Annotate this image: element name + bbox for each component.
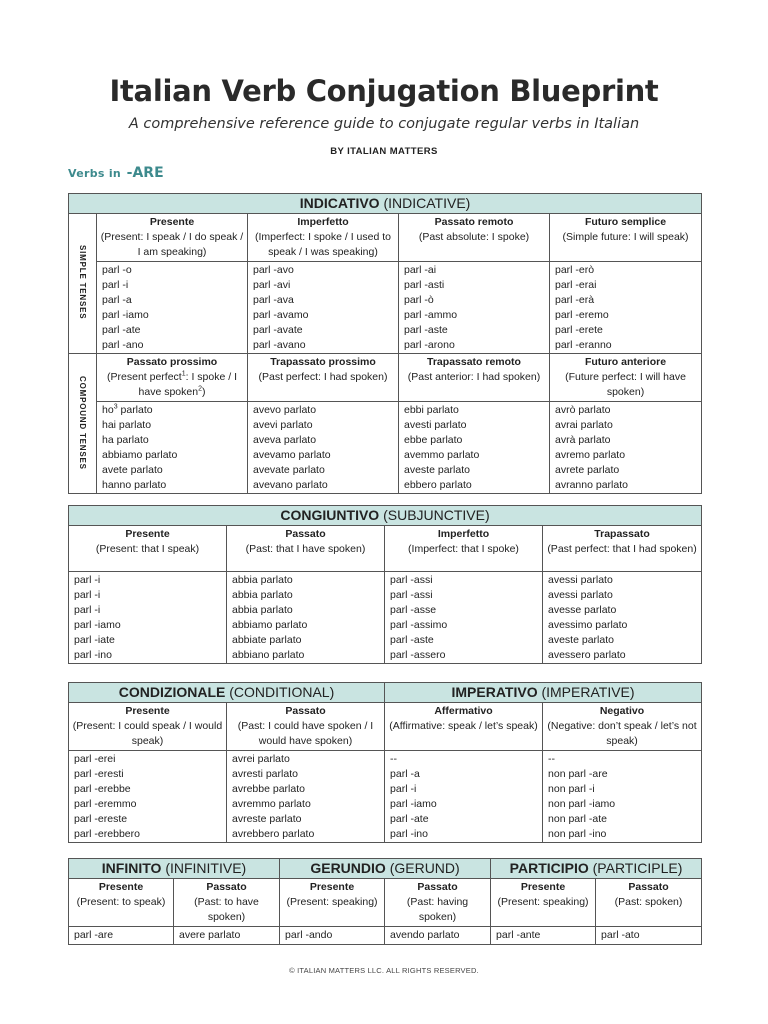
gerundio-header (280, 859, 491, 879)
participio-header (491, 859, 702, 879)
conjugation-form: avevamo parlato (253, 449, 331, 461)
forms-cell (543, 751, 702, 843)
tense-description: (Present: speaking) (286, 896, 378, 908)
conjugation-form: parl -i (74, 589, 101, 601)
simple-tenses-label (69, 214, 97, 354)
section-heading-prefix: Verbs in (68, 167, 122, 180)
tense-header (385, 703, 543, 751)
forms-cell (248, 262, 399, 354)
conjugation-form: hai parlato (102, 419, 152, 431)
conjugation-form: parl -aste (404, 324, 448, 336)
tense-header (399, 214, 550, 262)
tense-name: Passato remoto (434, 216, 514, 228)
tense-description: (Past absolute: I spoke) (418, 231, 530, 243)
tense-name: Passato (206, 881, 247, 893)
tense-description: (Future perfect: I will have spoken) (565, 371, 686, 398)
tense-description: (Past: I could have spoken / I would have spoken) (237, 720, 374, 747)
conjugation-form: parl -avano (253, 339, 306, 351)
condizionale-imperativo-table (68, 682, 702, 843)
conjugation-form: parl -iamo (74, 619, 121, 631)
conjugation-form: parl -avo (253, 264, 294, 276)
tense-name: Presente (125, 705, 170, 717)
tense-description: (Past: having spoken) (406, 896, 469, 923)
tense-header (69, 526, 227, 572)
conjugation-form: parl -avamo (253, 309, 309, 321)
conjugation-form: parl -ammo (404, 309, 458, 321)
tense-name: Trapassato prossimo (270, 356, 376, 368)
tense-name: Presente (520, 881, 566, 893)
tense-header (491, 879, 596, 927)
section-heading-suffix: -ARE (126, 165, 164, 181)
mood-name: GERUNDIO (310, 860, 386, 876)
copyright-footer: © ITALIAN MATTERS LLC. ALL RIGHTS RESERVED. (289, 966, 479, 975)
tense-name: Passato (417, 881, 458, 893)
tense-description: (Past: to have spoken) (194, 896, 259, 923)
tense-header (69, 879, 174, 927)
tense-name: Imperfetto (297, 216, 349, 228)
indicativo-table (68, 193, 702, 494)
conjugation-form: non parl -iamo (548, 798, 616, 810)
forms-cell (227, 751, 385, 843)
tense-name: Passato (285, 705, 326, 717)
infinito-header (69, 859, 280, 879)
tense-name: Imperfetto (437, 528, 490, 540)
conjugation-form: avevano parlato (253, 479, 328, 491)
tense-header (550, 354, 702, 402)
mood-translation: (IMPERATIVE) (541, 684, 635, 700)
tense-description: (Affirmative: speak / let’s speak) (389, 720, 538, 732)
conjugation-form: abbiamo parlato (102, 449, 178, 461)
desc-part: (Present perfect (107, 371, 182, 383)
tense-description: (Negative: don’t speak / let’s not speak) (547, 720, 697, 747)
tense-header (385, 526, 543, 572)
compound-tenses-label (69, 354, 97, 494)
conjugation-form: parl -ava (253, 294, 294, 306)
footnote-mark: 3 (113, 403, 118, 411)
tense-name: Passato prossimo (126, 356, 218, 368)
desc-part: : I spoke / I have spoken (138, 371, 237, 398)
conjugation-form: parl -assi (390, 589, 433, 601)
byline: BY ITALIAN MATTERS (330, 146, 438, 157)
conjugation-form: avevi parlato (253, 419, 313, 431)
conjugation-form: avessero parlato (548, 649, 626, 661)
simple-tenses-label-text: SIMPLE TENSES (78, 245, 87, 320)
tense-header (227, 526, 385, 572)
forms-cell (399, 262, 550, 354)
tense-description: (Imperfect: I spoke / I used to speak / I was speaking) (255, 231, 391, 258)
conjugation-form: parl -i (390, 783, 417, 795)
tense-header (385, 879, 491, 927)
conjugation-form: parl -o (102, 264, 132, 276)
forms-list (102, 418, 247, 493)
tense-description: (Past perfect: that I had spoken) (547, 543, 697, 555)
conjugation-form: parl -ate (102, 324, 141, 336)
conjugation-form: avrà parlato (555, 434, 611, 446)
mood-name: PARTICIPIO (509, 860, 589, 876)
forms-cell (385, 751, 543, 843)
tense-header (399, 354, 550, 402)
tense-name: Trapassato remoto (427, 356, 521, 368)
conjugation-form: avranno parlato (555, 479, 628, 491)
tense-header (97, 354, 248, 402)
conjugation-form: parl -ino (390, 828, 428, 840)
tense-name: Presente (125, 528, 170, 540)
conjugation-form: abbia parlato (232, 574, 293, 586)
tense-description: (Past anterior: I had spoken) (407, 371, 541, 383)
tense-header (227, 703, 385, 751)
mood-name: INDICATIVO (299, 195, 380, 211)
tense-name: Presente (309, 881, 355, 893)
conjugation-form: parl -i (74, 574, 101, 586)
conjugation-form: aveste parlato (404, 464, 470, 476)
forms-cell (399, 402, 550, 494)
tense-description: (Past: that I have spoken) (245, 543, 366, 555)
mood-translation: (SUBJUNCTIVE) (383, 507, 490, 523)
tense-name: Negativo (599, 705, 645, 717)
tense-description: (Present: speaking) (497, 896, 589, 908)
section-heading (68, 162, 164, 181)
conjugation-form: parl -erà (555, 294, 595, 306)
conjugation-form: parl -iamo (390, 798, 437, 810)
tense-description: (Imperfect: that I spoke) (408, 543, 519, 555)
tense-description: (Simple future: I will speak) (562, 231, 689, 243)
conjugation-form: aveste parlato (548, 634, 614, 646)
conjugation-form: parl -assero (390, 649, 446, 661)
tense-header (550, 214, 702, 262)
conjugation-form: ebbe parlato (404, 434, 463, 446)
form-cell: parl -ando (280, 927, 385, 945)
tense-description: (Present: to speak) (76, 896, 166, 908)
conjugation-form (102, 403, 247, 418)
conjugation-form: parl -ano (102, 339, 144, 351)
footnote-mark: 2 (198, 385, 202, 393)
conjugation-form: ha parlato (102, 434, 149, 446)
form-cell: parl -are (69, 927, 174, 945)
conjugation-form: parl -a (390, 768, 420, 780)
forms-cell (543, 572, 702, 664)
tense-description (100, 370, 244, 400)
conjugation-form: avrebbe parlato (232, 783, 305, 795)
conjugation-form: parl -a (102, 294, 132, 306)
tense-description: (Past: spoken) (614, 896, 683, 908)
conjugation-form: avrò parlato (555, 404, 611, 416)
tense-name: Trapassato (594, 528, 650, 540)
conjugation-form: avrebbero parlato (232, 828, 315, 840)
form-text: ho (102, 404, 114, 416)
conjugation-form: parl -iate (74, 634, 115, 646)
conjugation-form: non parl -are (548, 768, 608, 780)
conjugation-form: parl -erei (74, 753, 116, 765)
conjugation-form: avrei parlato (232, 753, 290, 765)
conjugation-form: avesse parlato (548, 604, 617, 616)
conjugation-form: avete parlato (102, 464, 163, 476)
form-cell: avere parlato (174, 927, 280, 945)
conjugation-form: parl -eremo (555, 309, 609, 321)
conjugation-form: avrete parlato (555, 464, 620, 476)
conjugation-form: abbiamo parlato (232, 619, 308, 631)
conjugation-form: ebbi parlato (404, 404, 459, 416)
conjugation-form: parl -eranno (555, 339, 612, 351)
conjugation-form: parl -eresti (74, 768, 124, 780)
tense-header (97, 214, 248, 262)
conjugation-form: aveva parlato (253, 434, 317, 446)
forms-cell (227, 572, 385, 664)
tense-description: (Present: I speak / I do speak / I am speaking) (100, 231, 244, 258)
imperativo-header (385, 683, 702, 703)
tense-header (280, 879, 385, 927)
tense-name: Presente (149, 216, 195, 228)
conjugation-form: non parl -ate (548, 813, 607, 825)
forms-cell (69, 751, 227, 843)
conjugation-form: avresti parlato (232, 768, 298, 780)
conjugation-form: abbia parlato (232, 604, 293, 616)
conjugation-form: parl -i (74, 604, 101, 616)
conjugation-form: parl -ai (404, 264, 437, 276)
tense-name: Futuro semplice (584, 216, 667, 228)
conjugation-form: parl -erai (555, 279, 597, 291)
forms-cell (550, 402, 702, 494)
conjugation-form: parl -avate (253, 324, 303, 336)
tense-header (248, 354, 399, 402)
form-cell: parl -ante (491, 927, 596, 945)
conjugation-form: avreste parlato (232, 813, 302, 825)
conjugation-form: ebbero parlato (404, 479, 472, 491)
congiuntivo-table (68, 505, 702, 664)
mood-name: CONGIUNTIVO (280, 507, 380, 523)
tense-description: (Present: that I speak) (95, 543, 200, 555)
forms-cell (385, 572, 543, 664)
conjugation-form: parl -erò (555, 264, 595, 276)
conjugation-form: avremmo parlato (232, 798, 311, 810)
desc-part: ) (201, 386, 206, 398)
conjugation-form: avevate parlato (253, 464, 325, 476)
tense-header (174, 879, 280, 927)
tense-name: Futuro anteriore (584, 356, 667, 368)
tense-description: (Past perfect: I had spoken) (258, 371, 388, 383)
conjugation-form: avessi parlato (548, 574, 613, 586)
conjugation-form: parl -asti (404, 279, 445, 291)
forms-cell (69, 572, 227, 664)
congiuntivo-header (69, 506, 702, 526)
mood-translation: (INFINITIVE) (165, 860, 247, 876)
forms-cell (97, 402, 248, 494)
conjugation-form: parl -aste (390, 634, 434, 646)
conjugation-form: parl -erete (555, 324, 603, 336)
footnote-mark: 1 (181, 370, 186, 378)
page-subtitle: A comprehensive reference guide to conjugate regular verbs in Italian (128, 116, 640, 132)
mood-translation: (CONDITIONAL) (229, 684, 335, 700)
condizionale-header (69, 683, 385, 703)
mood-name: INFINITO (101, 860, 162, 876)
conjugation-form: abbiano parlato (232, 649, 305, 661)
conjugation-form: avemmo parlato (404, 449, 480, 461)
conjugation-form: avessimo parlato (548, 619, 628, 631)
tense-name: Presente (98, 881, 144, 893)
conjugation-form: parl -ereste (74, 813, 128, 825)
conjugation-form: parl -ino (74, 649, 112, 661)
conjugation-form: non parl -ino (548, 828, 607, 840)
tense-description: (Present: I could speak / I would speak) (72, 720, 223, 747)
conjugation-form: parl -asse (390, 604, 437, 616)
conjugation-form: abbia parlato (232, 589, 293, 601)
conjugation-form: parl -ate (390, 813, 429, 825)
mood-name: CONDIZIONALE (118, 684, 226, 700)
tense-header (69, 703, 227, 751)
conjugation-form: abbiate parlato (232, 634, 302, 646)
form-cell: avendo parlato (385, 927, 491, 945)
forms-cell (248, 402, 399, 494)
mood-name: IMPERATIVO (451, 684, 538, 700)
conjugation-form: parl -assimo (390, 619, 448, 631)
compound-tenses-label-text: COMPOUND TENSES (78, 375, 87, 470)
conjugation-form: parl -avi (253, 279, 291, 291)
tense-header (248, 214, 399, 262)
mood-translation: (GERUND) (389, 860, 460, 876)
conjugation-form: parl -assi (390, 574, 433, 586)
conjugation-form: parl -iamo (102, 309, 149, 321)
mood-translation: (INDICATIVE) (383, 195, 471, 211)
conjugation-form: -- (390, 753, 398, 765)
conjugation-form: avevo parlato (253, 404, 317, 416)
conjugation-form: hanno parlato (102, 479, 167, 491)
conjugation-form: parl -arono (404, 339, 455, 351)
conjugation-form: parl -eremmo (74, 798, 137, 810)
tense-name: Passato (628, 881, 669, 893)
form-cell: parl -ato (596, 927, 702, 945)
conjugation-form: parl -i (102, 279, 129, 291)
conjugation-form: avessi parlato (548, 589, 613, 601)
conjugation-form: parl -ò (404, 294, 434, 306)
conjugation-form: avrai parlato (555, 419, 613, 431)
indicativo-header (69, 194, 702, 214)
conjugation-form: -- (548, 753, 556, 765)
tense-name: Passato (285, 528, 326, 540)
form-text: parlato (117, 404, 153, 416)
conjugation-form: parl -erebbe (74, 783, 131, 795)
forms-cell (97, 262, 248, 354)
conjugation-form: parl -erebbero (74, 828, 140, 840)
tense-name: Affermativo (434, 705, 493, 717)
forms-cell (550, 262, 702, 354)
tense-header (543, 526, 702, 572)
conjugation-form: avremo parlato (555, 449, 626, 461)
page-title: Italian Verb Conjugation Blueprint (109, 74, 659, 108)
conjugation-form: avesti parlato (404, 419, 467, 431)
nonfinite-table (68, 858, 702, 945)
tense-header (596, 879, 702, 927)
tense-header (543, 703, 702, 751)
mood-translation: (PARTICIPLE) (592, 860, 683, 876)
conjugation-form: non parl -i (548, 783, 595, 795)
